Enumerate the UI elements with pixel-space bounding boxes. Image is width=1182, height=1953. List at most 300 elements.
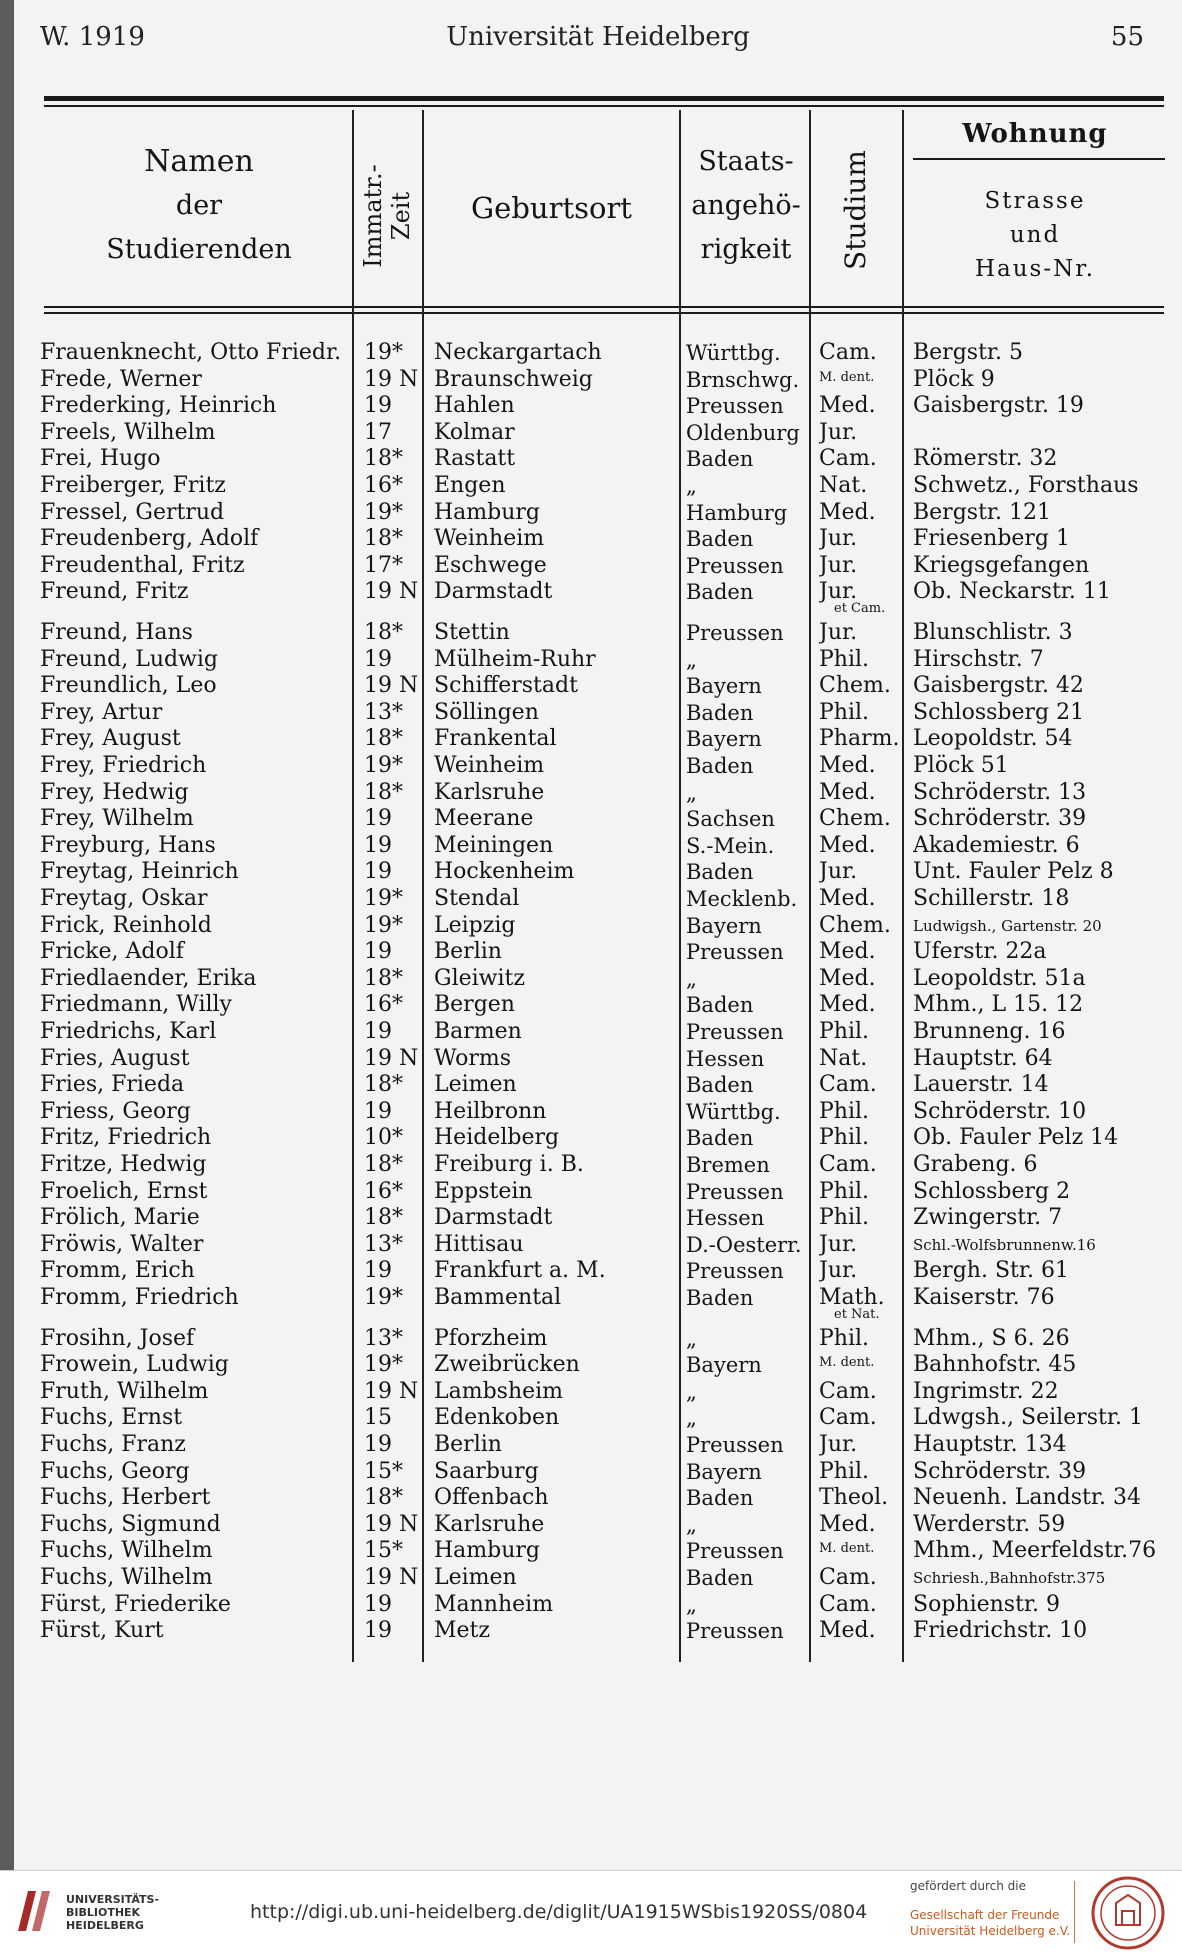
nationality: Preussen [686,1179,784,1204]
field-of-study: Jur. [819,1231,858,1257]
student-name: Frederking, Heinrich [40,393,277,419]
birthplace: Barmen [434,1019,522,1044]
nationality: Bremen [686,1153,770,1177]
field-of-study: Jur. [819,620,858,645]
student-name: Frey, Artur [40,699,163,725]
table-row [14,1285,1182,1322]
running-head-semester: W. 1919 [40,22,145,52]
table-row [14,1379,1182,1406]
immatriculation-time: 10* [364,1125,403,1151]
birthplace: Leipzig [434,912,516,938]
field-of-study: Phil. [819,1178,870,1204]
student-name: Fuchs, Franz [40,1432,186,1457]
table-row [14,992,1182,1019]
birthplace: Stendal [434,886,520,911]
student-name: Fressel, Gertrud [40,499,225,525]
immatriculation-time: 19 [364,859,392,885]
student-name: Frey, Hedwig [40,779,189,805]
nationality: „ [686,1406,697,1431]
nationality: Baden [686,1566,754,1590]
nationality: „ [686,780,697,805]
field-of-study: Jur. [819,526,858,552]
field-of-study: Cam. [819,1378,877,1404]
table-row [14,393,1182,420]
field-of-study: Cam. [819,1565,877,1590]
table-row [14,1179,1182,1206]
immatriculation-time: 19 [364,1098,392,1124]
field-of-study: M. dent. [819,369,875,385]
field-of-study: Cam. [819,446,877,472]
student-name: Fuchs, Herbert [40,1485,211,1511]
table-row [14,700,1182,727]
sponsor-name [910,1907,1070,1939]
col-header-staat [682,140,810,272]
address: Ludwigsh., Gartenstr. 20 [913,916,1102,935]
immatriculation-time: 18* [364,1152,403,1177]
nationality: Baden [686,1073,754,1098]
table-row [14,673,1182,700]
immatriculation-time: 19* [364,499,403,525]
birthplace: Darmstadt [434,579,553,605]
field-of-study: Nat. [819,473,868,498]
immatriculation-time: 19 [364,1432,392,1457]
table-row [14,1205,1182,1232]
address: Gaisbergstr. 19 [913,393,1084,419]
birthplace: Meiningen [434,832,554,858]
birthplace: Hahlen [434,393,515,419]
address: Plöck 9 [913,366,995,392]
table-row [14,1538,1182,1565]
birthplace: Metz [434,1618,490,1644]
student-name: Fuchs, Sigmund [40,1511,221,1537]
nationality: Preussen [686,940,784,965]
nationality: Bayern [686,1353,762,1378]
nationality: „ [686,647,697,672]
nationality: Hamburg [686,500,788,525]
table-row [14,1258,1182,1285]
student-name: Fürst, Kurt [40,1618,164,1644]
immatriculation-time: 18* [364,1485,403,1511]
wohnung-subrule [913,158,1165,160]
col-header-studium: Studium [839,150,872,270]
table-row [14,620,1182,647]
birthplace: Hittisau [434,1231,524,1257]
field-of-study: Phil. [819,1205,870,1231]
immatriculation-time: 19* [364,753,403,778]
nationality: Bayern [686,913,762,938]
col-header-staat-line1: Staats- [698,146,794,177]
birthplace: Meerane [434,806,534,832]
address: Grabeng. 6 [913,1152,1038,1177]
address: Schriesh.,Bahnhofstr.375 [913,1569,1106,1587]
scan-edge [0,0,14,1870]
address: Uferstr. 22a [913,939,1047,965]
address: Friesenberg 1 [913,526,1071,552]
field-of-study: Med. [819,939,876,965]
col-header-staat-line3: rigkeit [700,234,792,265]
birthplace: Worms [434,1045,512,1071]
field-of-study: Chem. [819,806,891,832]
address: Unt. Fauler Pelz 8 [913,859,1114,885]
birthplace: Engen [434,473,506,498]
student-name: Fries, Frieda [40,1072,185,1098]
student-name: Frei, Hugo [40,446,161,472]
col-header-zeit [359,151,419,281]
student-name: Fruth, Wilhelm [40,1378,209,1404]
permalink-url[interactable]: http://digi.ub.uni-heidelberg.de/diglit/UA1915WSbis1920SS/0804 [250,1901,868,1923]
birthplace: Eschwege [434,552,547,578]
immatriculation-time: 19 N [364,673,419,699]
col-header-zeit-line1: Immatr.- [359,164,387,268]
student-name: Fuchs, Wilhelm [40,1565,213,1590]
table-row [14,806,1182,833]
immatriculation-time: 13* [364,699,403,725]
address: Blunschlistr. 3 [913,620,1073,645]
birthplace: Schifferstadt [434,673,578,699]
immatriculation-time: 18* [364,965,403,991]
nationality: Baden [686,993,754,1018]
nationality: Preussen [686,1619,784,1644]
table-row [14,579,1182,617]
student-name: Freundlich, Leo [40,673,217,699]
field-of-study: Med. [819,753,876,778]
table-row [14,1512,1182,1539]
col-header-wohnung: Wohnung [962,119,1108,149]
address: Schröderstr. 39 [913,1458,1087,1484]
nationality: Bayern [686,674,762,699]
sponsor-caption: gefördert durch die [910,1879,1026,1893]
field-of-study-second-line: et Nat. [834,1307,880,1322]
student-name: Frey, Wilhelm [40,806,194,832]
address: Hirschstr. 7 [913,646,1044,672]
student-name: Friess, Georg [40,1098,191,1124]
immatriculation-time: 17 [364,419,392,445]
field-of-study: Phil. [819,1125,870,1151]
birthplace: Bammental [434,1285,562,1310]
birthplace: Weinheim [434,526,545,552]
nationality: „ [686,474,697,498]
field-of-study: Med. [819,886,876,911]
birthplace: Hamburg [434,499,541,525]
col-header-namen [54,140,344,272]
student-name: Freudenthal, Fritz [40,552,245,578]
birthplace: Söllingen [434,699,539,725]
immatriculation-time: 18* [364,726,403,752]
address: Ingrimstr. 22 [913,1378,1059,1404]
student-name: Frey, August [40,726,181,752]
student-name: Freiberger, Fritz [40,473,226,498]
nationality: Baden [686,754,754,778]
address: Schlossberg 2 [913,1178,1071,1204]
field-of-study: Phil. [819,1325,870,1351]
birthplace: Lambsheim [434,1378,564,1404]
nationality: Baden [686,860,754,885]
field-of-study: M. dent. [819,1355,875,1371]
col-header-staat-line2: angehö- [691,190,801,221]
nationality: Hessen [686,1206,765,1231]
student-name: Froelich, Ernst [40,1178,208,1204]
field-of-study: Pharm. [819,726,900,752]
student-name: Frowein, Ludwig [40,1352,229,1378]
field-of-study: Jur. [819,419,858,445]
table-row [14,526,1182,553]
address: Schröderstr. 13 [913,779,1087,805]
immatriculation-time: 15* [364,1458,403,1484]
nationality: Baden [686,1286,754,1310]
student-name: Fromm, Erich [40,1258,195,1284]
table-row [14,446,1182,473]
field-of-study: Med. [819,1511,876,1537]
table-row [14,1432,1182,1459]
table-row [14,340,1182,367]
field-of-study: Jur. [819,859,858,885]
immatriculation-time: 19 N [364,1511,419,1537]
immatriculation-time: 19* [364,1285,403,1310]
address: Schwetz., Forsthaus [913,473,1139,498]
immatriculation-time: 19* [364,912,403,938]
table-row [14,473,1182,500]
nationality: S.-Mein. [686,833,775,858]
student-name: Fricke, Adolf [40,939,184,965]
nationality: Oldenburg [686,420,800,445]
table-row [14,780,1182,807]
student-name: Frede, Werner [40,366,202,392]
birthplace: Gleiwitz [434,965,525,991]
birthplace: Rastatt [434,446,516,472]
birthplace: Stettin [434,620,510,645]
sponsor-name-line2: Universität Heidelberg e.V. [910,1924,1071,1938]
table-row [14,859,1182,886]
immatriculation-time: 18* [364,446,403,472]
table-top-rule-thin [44,105,1164,107]
immatriculation-time: 16* [364,473,403,498]
field-of-study: Chem. [819,912,891,938]
address: Sophienstr. 9 [913,1591,1061,1617]
field-of-study: Med. [819,832,876,858]
address: Bahnhofstr. 45 [913,1352,1077,1378]
header-bottom-rule-2 [44,312,1164,314]
address: Schillerstr. 18 [913,886,1070,911]
student-name: Freyburg, Hans [40,832,216,858]
birthplace: Frankental [434,726,557,752]
field-of-study: Math. [819,1285,885,1310]
library-name-line2: BIBLIOTHEK [66,1906,141,1919]
field-of-study: Cam. [819,1072,877,1098]
page-number: 55 [1110,22,1144,52]
table-row [14,500,1182,527]
col-header-namen-line3: Studierenden [106,234,292,265]
nationality: Hessen [686,1046,765,1071]
birthplace: Heidelberg [434,1125,560,1151]
field-of-study: Phil. [819,1019,870,1044]
student-name: Freytag, Heinrich [40,859,239,885]
immatriculation-time: 19 N [364,1565,419,1590]
birthplace: Frankfurt a. M. [434,1258,606,1284]
address: Schröderstr. 10 [913,1098,1087,1124]
birthplace: Kolmar [434,419,515,445]
immatriculation-time: 18* [364,1072,403,1098]
birthplace: Heilbronn [434,1098,547,1124]
birthplace: Berlin [434,939,502,965]
immatriculation-time: 19* [364,340,403,365]
col-header-hausnr: Haus-Nr. [974,256,1096,282]
address: Mhm., S 6. 26 [913,1325,1070,1351]
address: Schlossberg 21 [913,699,1085,725]
nationality: „ [686,1326,697,1351]
student-name: Freund, Ludwig [40,646,219,672]
immatriculation-time: 18* [364,1205,403,1231]
student-name: Fröwis, Walter [40,1231,204,1257]
address: Hauptstr. 134 [913,1432,1067,1457]
library-name-line1: UNIVERSITÄTS- [66,1893,160,1906]
field-of-study: Phil. [819,646,870,672]
student-name: Fuchs, Ernst [40,1405,183,1431]
field-of-study: Med. [819,992,876,1018]
document-page [14,0,1182,1870]
student-name: Freels, Wilhelm [40,419,216,445]
field-of-study: Jur. [819,1258,858,1284]
immatriculation-time: 19 N [364,579,419,605]
library-name-line3: HEIDELBERG [66,1919,144,1932]
col-header-strasse: Strasse [984,188,1086,214]
table-row [14,1405,1182,1432]
address: Römerstr. 32 [913,446,1058,472]
table-row [14,939,1182,966]
student-name: Freytag, Oskar [40,886,208,911]
table-row [14,966,1182,993]
address: Werderstr. 59 [913,1511,1066,1537]
immatriculation-time: 19 [364,646,392,672]
student-name: Fries, August [40,1045,190,1071]
nationality: Baden [686,700,754,725]
col-header-namen-line1: Namen [144,144,254,179]
field-of-study: Phil. [819,699,870,725]
nationality: Württbg. [686,341,781,365]
nationality: Baden [686,447,754,472]
nationality: Baden [686,580,754,605]
nationality: Preussen [686,1259,784,1284]
nationality: Baden [686,1126,754,1151]
nationality: Baden [686,527,754,552]
running-head-title: Universität Heidelberg [446,22,750,52]
table-row [14,1565,1182,1592]
nationality: Württbg. [686,1099,781,1124]
immatriculation-time: 18* [364,779,403,805]
table-row [14,1046,1182,1073]
birthplace: Berlin [434,1432,502,1457]
table-row [14,1485,1182,1512]
field-of-study: Jur. [819,1432,858,1457]
address: Friedrichstr. 10 [913,1618,1088,1644]
table-row [14,1459,1182,1486]
address: Ldwgsh., Seilerstr. 1 [913,1405,1143,1431]
address: Ob. Neckarstr. 11 [913,579,1111,605]
immatriculation-time: 19* [364,1352,403,1378]
library-name [66,1893,159,1932]
nationality: Preussen [686,553,784,578]
col-header-namen-line2: der [175,190,223,221]
address: Neuenh. Landstr. 34 [913,1485,1141,1511]
student-name: Frick, Reinhold [40,912,212,938]
sponsor-name-line1: Gesellschaft der Freunde [910,1908,1060,1922]
birthplace: Leimen [434,1565,517,1590]
col-header-geburtsort: Geburtsort [471,191,632,225]
immatriculation-time: 16* [364,1178,403,1204]
field-of-study: Med. [819,393,876,419]
address: Lauerstr. 14 [913,1072,1049,1098]
immatriculation-time: 19 [364,832,392,858]
table-row [14,1152,1182,1179]
table-row [14,1618,1182,1645]
table-top-rule [44,96,1164,101]
nationality: Preussen [686,1539,784,1564]
nationality: Preussen [686,1433,784,1457]
immatriculation-time: 19 N [364,1045,419,1071]
immatriculation-time: 19 [364,393,392,419]
field-of-study: Cam. [819,1591,877,1617]
immatriculation-time: 13* [364,1325,403,1351]
birthplace: Mannheim [434,1591,554,1617]
birthplace: Neckargartach [434,340,602,365]
university-seal-icon [1090,1875,1166,1951]
student-name: Fromm, Friedrich [40,1285,239,1310]
address: Ob. Fauler Pelz 14 [913,1125,1119,1151]
col-header-und: und [1009,222,1061,248]
address: Bergstr. 121 [913,499,1051,525]
immatriculation-time: 19 [364,1618,392,1644]
birthplace: Zweibrücken [434,1352,580,1378]
student-name: Frosihn, Josef [40,1325,195,1351]
table-row [14,367,1182,394]
student-name: Friedlaender, Erika [40,965,257,991]
immatriculation-time: 15* [364,1538,403,1564]
table-row [14,726,1182,753]
address: Akademiestr. 6 [913,832,1080,858]
student-name: Friedmann, Willy [40,992,232,1018]
immatriculation-time: 13* [364,1231,403,1257]
field-of-study: Theol. [819,1485,889,1511]
address: Kaiserstr. 76 [913,1285,1055,1310]
col-header-wohnung-sub [904,184,1166,286]
nationality: D.-Oesterr. [686,1232,802,1257]
table-row [14,886,1182,913]
field-of-study: Med. [819,779,876,805]
birthplace: Weinheim [434,753,545,778]
address: Leopoldstr. 54 [913,726,1073,752]
field-of-study: Jur. [819,552,858,578]
birthplace: Karlsruhe [434,1511,545,1537]
student-name: Freund, Fritz [40,579,189,605]
field-of-study: Med. [819,965,876,991]
birthplace: Bergen [434,992,515,1018]
table-row [14,1125,1182,1152]
birthplace: Hockenheim [434,859,575,885]
field-of-study: Phil. [819,1458,870,1484]
address: Gaisbergstr. 42 [913,673,1084,699]
immatriculation-time: 19 [364,1591,392,1617]
nationality: Bayern [686,727,762,752]
field-of-study-second-line: et Cam. [834,601,886,617]
nationality: Preussen [686,621,784,645]
nationality: Bayern [686,1459,762,1484]
table-row [14,1019,1182,1046]
table-row [14,1072,1182,1099]
nationality: Preussen [686,1020,784,1044]
student-name: Frauenknecht, Otto Friedr. [40,340,342,365]
field-of-study: Phil. [819,1098,870,1124]
table-row [14,833,1182,860]
address: Plöck 51 [913,753,1009,778]
